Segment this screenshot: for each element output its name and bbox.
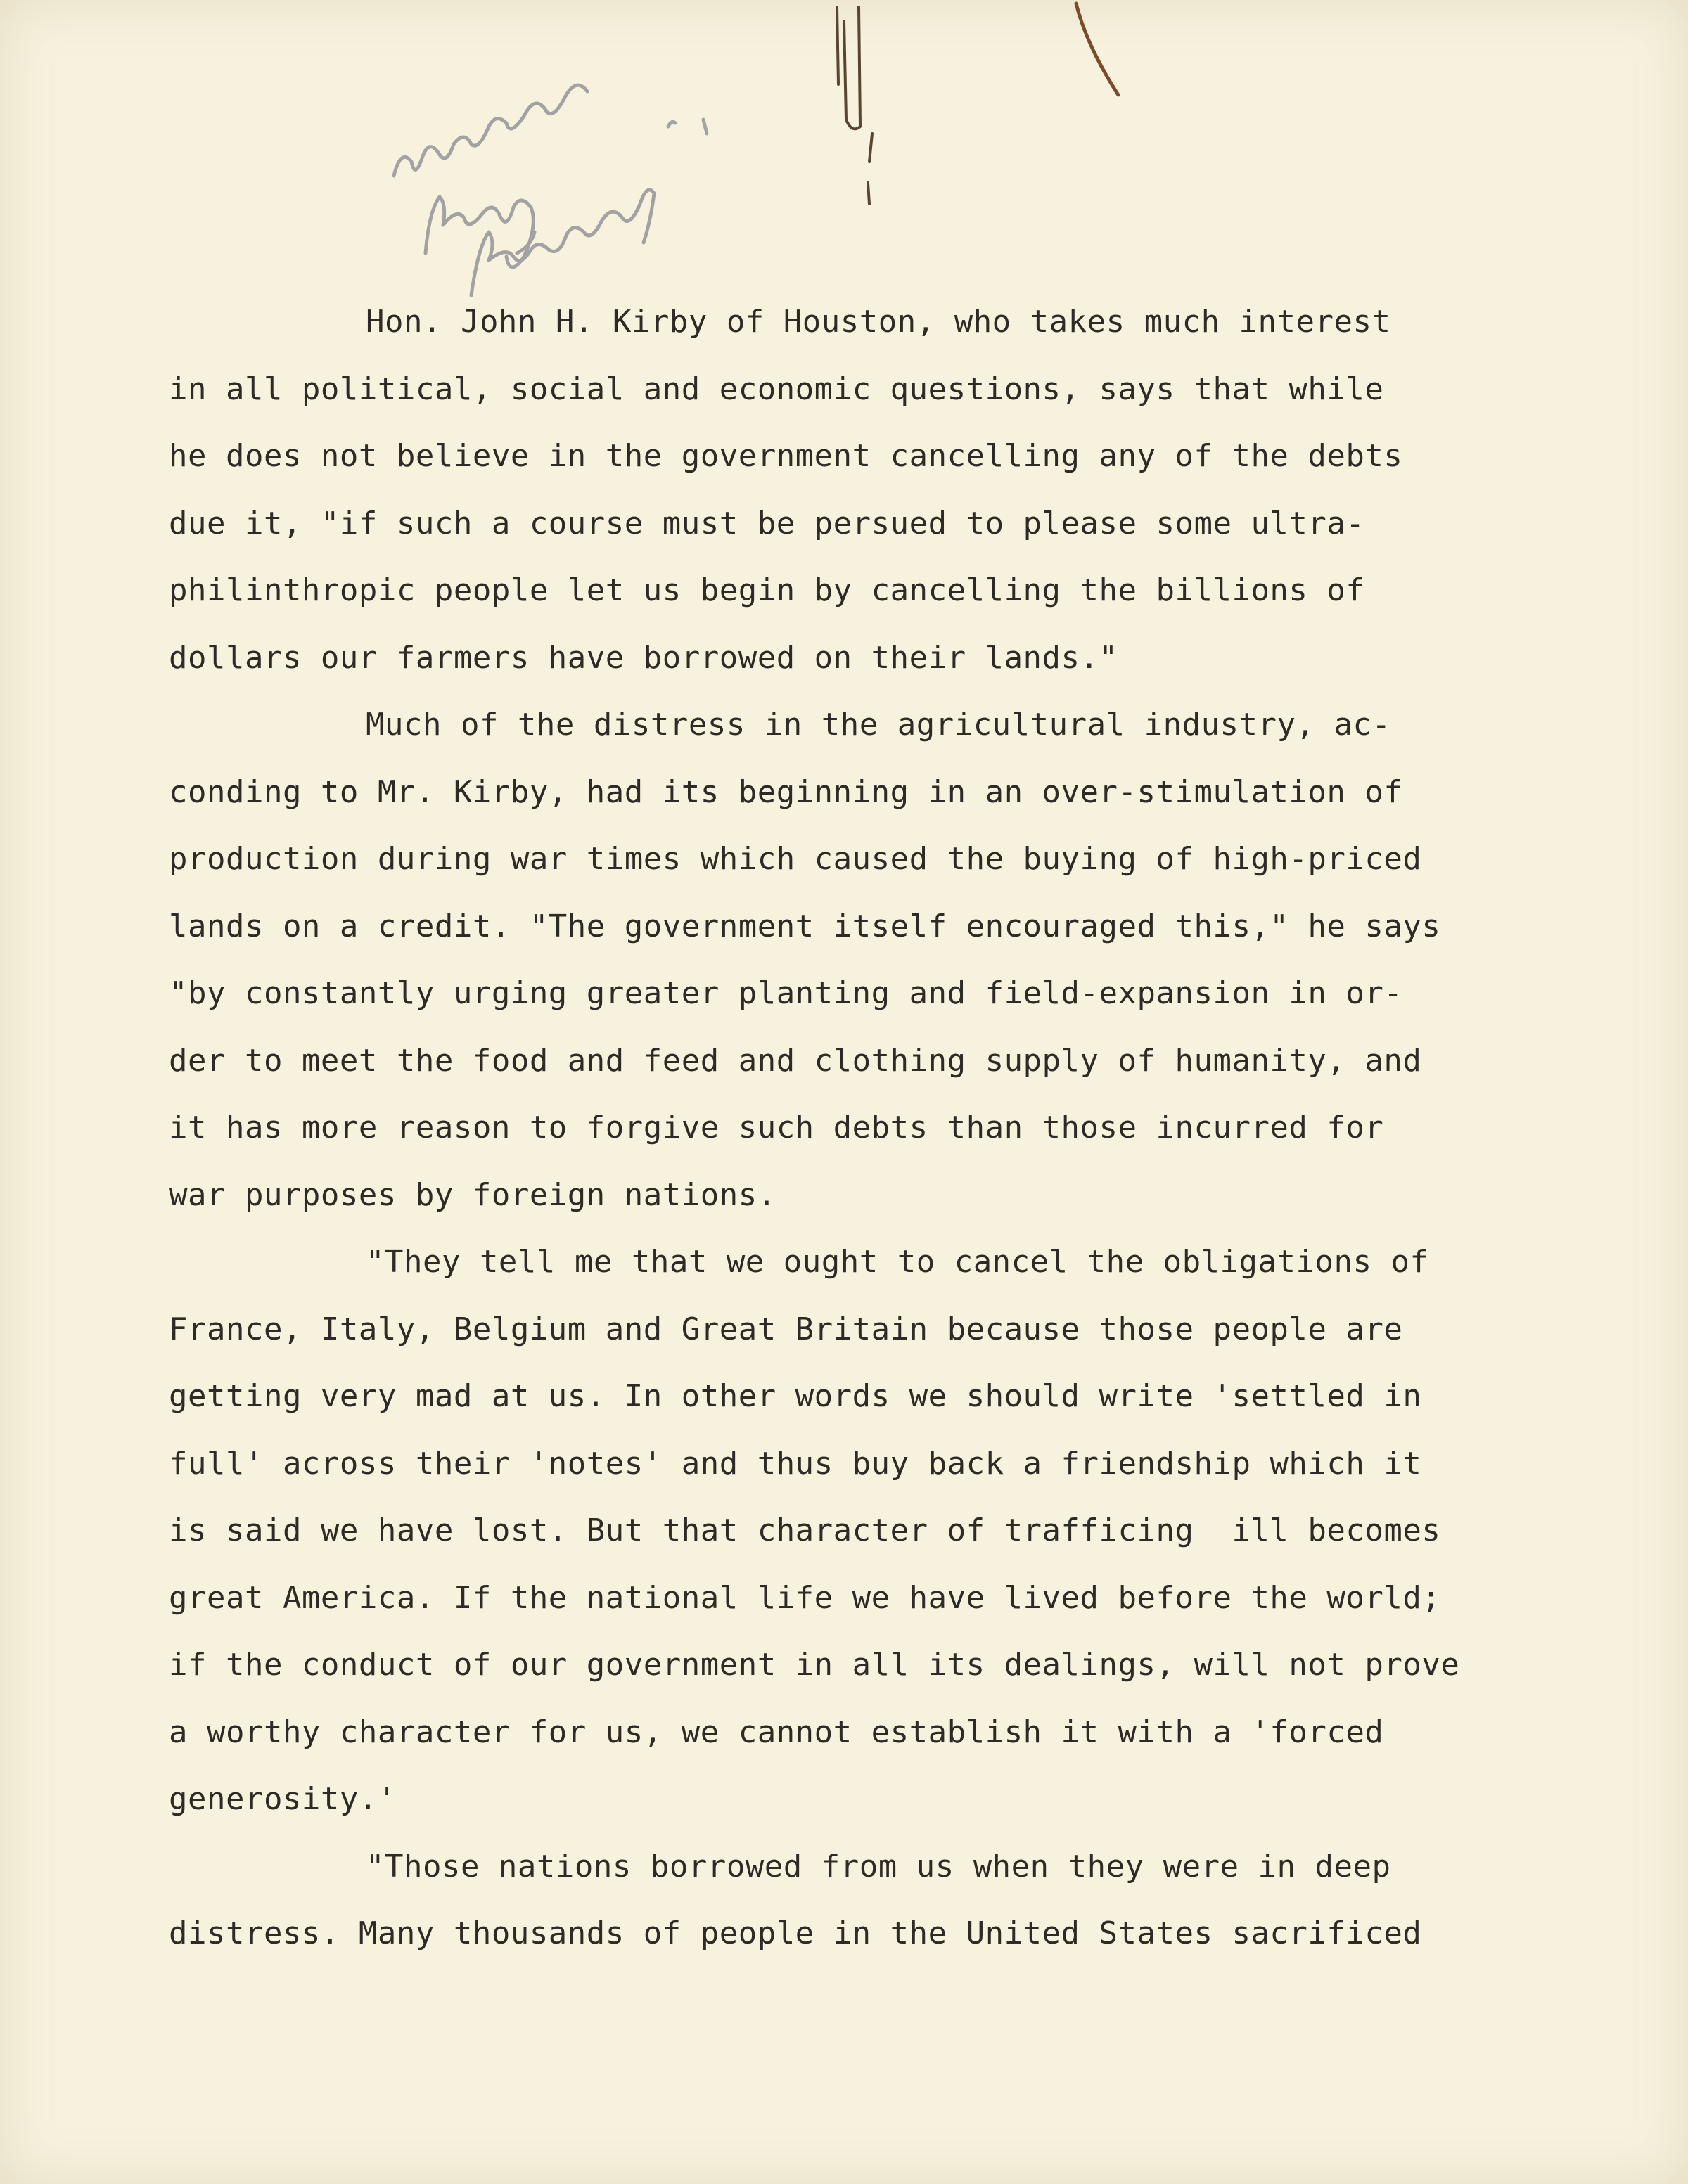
text-line: a worthy character for us, we cannot establish it with a 'forced bbox=[169, 1714, 1384, 1750]
text-line: Hon. John H. Kirby of Houston, who takes much interest bbox=[366, 304, 1391, 340]
text-line: philinthropic people let us begin by cancelling the billions of bbox=[169, 572, 1365, 608]
text-line: "by constantly urging greater planting and field-expansion in or- bbox=[169, 975, 1403, 1011]
text-line: dollars our farmers have borrowed on their lands." bbox=[169, 639, 1118, 676]
text-line: war purposes by foreign nations. bbox=[169, 1176, 776, 1213]
text-line: der to meet the food and feed and clothing supply of humanity, and bbox=[169, 1042, 1422, 1079]
text-line: getting very mad at us. In other words we should write 'settled in bbox=[169, 1378, 1422, 1414]
staple-hole-marks-icon bbox=[816, 0, 900, 232]
text-line: "Those nations borrowed from us when they were in deep bbox=[366, 1848, 1391, 1884]
text-line: generosity.' bbox=[169, 1781, 397, 1817]
text-line: lands on a credit. "The government itself encouraged this," he says bbox=[169, 908, 1441, 944]
text-line: conding to Mr. Kirby, had its beginning in an over-stimulation of bbox=[169, 773, 1403, 810]
text-line: France, Italy, Belgium and Great Britain because those people are bbox=[169, 1311, 1403, 1347]
ink-mark-icon bbox=[1062, 0, 1146, 105]
handwriting-scribble-icon bbox=[373, 14, 809, 309]
text-line: if the conduct of our government in all its dealings, will not prove bbox=[169, 1647, 1460, 1683]
text-line: it has more reason to forgive such debts than those incurred for bbox=[169, 1110, 1384, 1145]
text-line: is said we have lost. But that character of trafficing ill becomes bbox=[169, 1512, 1441, 1548]
text-line: he does not believe in the government cancelling any of the debts bbox=[169, 438, 1403, 474]
text-line: production during war times which caused the buying of high-priced bbox=[169, 841, 1422, 877]
text-line: due it, "if such a course must be persued to please some ultra- bbox=[169, 505, 1365, 541]
typed-text-body bbox=[169, 288, 1547, 1967]
text-line: in all political, social and economic questions, says that while bbox=[169, 371, 1384, 407]
text-line: great America. If the national life we have lived before the world; bbox=[169, 1579, 1441, 1616]
text-line: distress. Many thousands of people in the United States sacrificed bbox=[169, 1915, 1422, 1951]
text-line: Much of the distress in the agricultural industry, ac- bbox=[366, 707, 1391, 743]
text-line: "They tell me that we ought to cancel the obligations of bbox=[366, 1244, 1429, 1280]
handwritten-annotation bbox=[373, 14, 809, 309]
text-line: full' across their 'notes' and thus buy back a friendship which it bbox=[169, 1445, 1422, 1482]
